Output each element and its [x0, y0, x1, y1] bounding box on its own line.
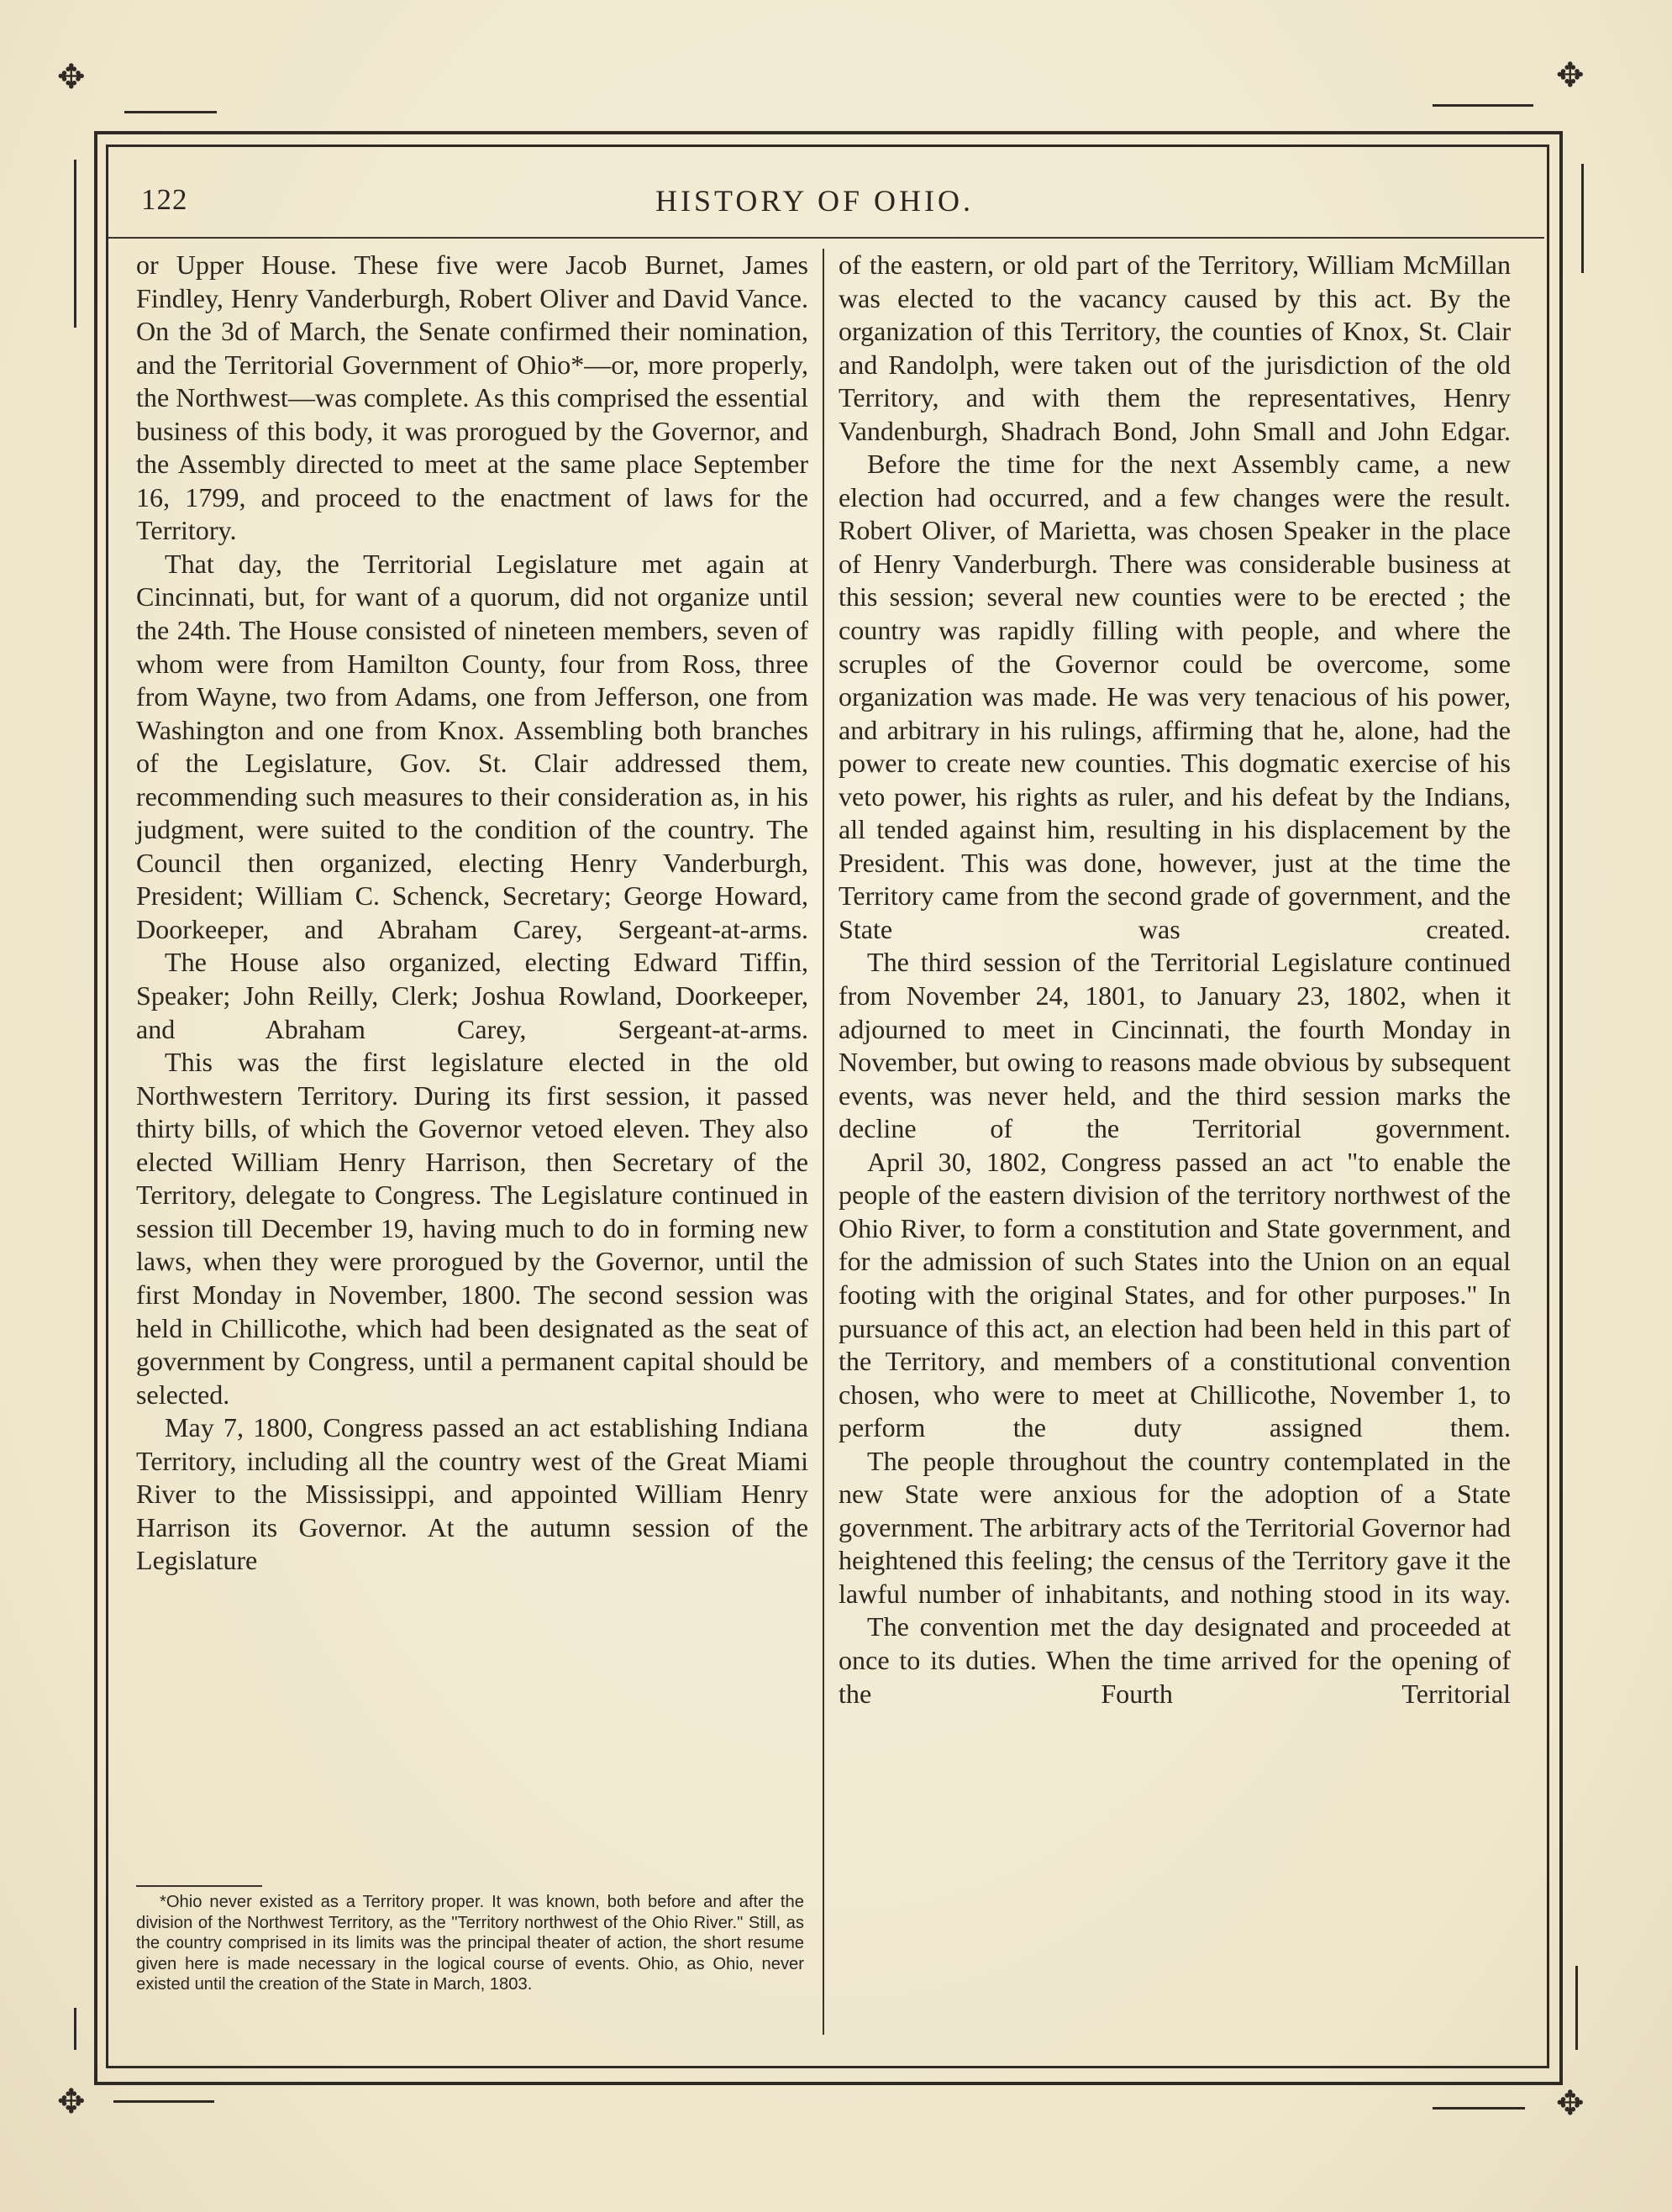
- top-ornament-rule-right: [1433, 104, 1533, 107]
- top-ornament-rule-left: [124, 111, 217, 113]
- left-lower-ornament-rule: [74, 2008, 76, 2050]
- right-column: [839, 249, 1511, 1710]
- running-title: HISTORY OF OHIO.: [655, 184, 975, 218]
- left-paragraph-4: This was the first legislature elected in the old Northwestern Territory. During its first session, it passed thirty bills, of which the Governor vetoed eleven. They also elected William Henry Harrison, then Secretary of the Territory, delegate to Congress. The Legislature continued in session till December 19, having much to do in forming new laws, when they were prorogued by the Governor, until the first Monday in November, 1800. The second session was held in Chillicothe, which had been designated as the seat of government by Congress, until a permanent capital should be selected.: [136, 1047, 808, 1410]
- footnote-text: *Ohio never existed as a Territory proper. It was known, both before and after the division of the Northwest Territory, as the "Territory northwest of the Ohio River." Still, as the country comprised in its limits was the principal theater of action, the short resume given here is made necessary in the logical course of events. Ohio, as Ohio, never existed until the creation of the State in March, 1803.: [136, 1893, 804, 1994]
- left-ornament-rule: [74, 160, 76, 328]
- right-paragraph-5: The people throughout the country contemplated in the new State were anxious for the adoption of a State government. The arbitrary acts of the Territorial Governor had heightened this feeling; the census of the Territory gave it the lawful number of inhabitants, and nothing stood in its way.: [839, 1445, 1511, 1609]
- footnote: [136, 1892, 804, 1995]
- left-paragraph-3: The House also organized, electing Edward Tiffin, Speaker; John Reilly, Clerk; Joshua Rowland, Doorkeeper, and Abraham Carey, Sergeant-at-arms.: [136, 947, 808, 1044]
- corner-ornament-top-right-icon: ✥: [1556, 56, 1585, 95]
- header-rule: [106, 237, 1544, 239]
- right-paragraph-6: The convention met the day designated and proceeded at once to its duties. When the time arrived for the opening of the Fourth Territorial: [839, 1611, 1511, 1709]
- column-divider: [823, 249, 824, 2035]
- left-paragraph-5: May 7, 1800, Congress passed an act establishing Indiana Territory, including all the country west of the Great Miami River to the Mississippi, and appointed William Henry Harrison its Governor. At the autumn session of the Legislature: [136, 1412, 808, 1576]
- left-paragraph-2: That day, the Territorial Legislature met again at Cincinnati, but, for want of a quorum, did not organize until the 24th. The House consisted of nineteen members, seven of whom were from Hamilton County, four from Ross, three from Wayne, two from Adams, one from Jefferson, one from Washington and one from Knox. Assembling both branches of the Legislature, Gov. St. Clair addressed them, recommending such measures to their consideration as, in his judgment, were suited to the condition of the country. The Council then organized, electing Henry Vanderburgh, President; William C. Schenck, Secretary; George Howard, Doorkeeper, and Abraham Carey, Sergeant-at-arms.: [136, 548, 808, 944]
- bottom-ornament-rule-left: [113, 2100, 214, 2103]
- right-paragraph-4: April 30, 1802, Congress passed an act "to enable the people of the eastern division of the territory northwest of the Ohio River, to form a constitution and State government, and for the admission of such States into the Union on an equal footing with the original States, and for other purposes." In pursuance of this act, an election had been held in this part of the Territory, and members of a constitutional convention chosen, who were to meet at Chillicothe, November 1, to perform the duty assigned them.: [839, 1146, 1511, 1443]
- left-paragraph-1: or Upper House. These five were Jacob Burnet, James Findley, Henry Vanderburgh, Robert Oliver and David Vance. On the 3d of March, the Senate confirmed their nomination, and the Territorial Government of Ohio*—or, more properly, the Northwest—was complete. As this comprised the essential business of this body, it was prorogued by the Governor, and the Assembly directed to meet at the same place September 16, 1799, and proceed to the enactment of laws for the Territory.: [136, 250, 809, 546]
- corner-ornament-bottom-right-icon: ✥: [1556, 2084, 1585, 2123]
- right-paragraph-3: The third session of the Territorial Legislature continued from November 24, 1801, to January 23, 1802, when it adjourned to meet in Cincinnati, the fourth Monday in November, but owing to reasons made obvious by subsequent events, was never held, and the third session marks the decline of the Territorial government.: [839, 947, 1511, 1144]
- right-paragraph-2: Before the time for the next Assembly came, a new election had occurred, and a few changes were the result. Robert Oliver, of Marietta, was chosen Speaker in the place of Henry Vanderburgh. There was considerable business at this session; several new counties were to be erected ; the country was rapidly filling with people, and where the scruples of the Governor could be overcome, some organization was made. He was very tenacious of his power, and arbitrary in his rulings, affirming that he, alone, had the power to create new counties. This dogmatic exercise of his veto power, his rights as ruler, and his defeat by the Indians, all tended against him, resulting in his displacement by the President. This was done, however, just at the time the Territory came from the second grade of government, and the State was created.: [839, 449, 1511, 944]
- corner-ornament-top-left-icon: ✥: [57, 58, 86, 97]
- right-paragraph-1: of the eastern, or old part of the Territory, William McMillan was elected to the vacancy caused by this act. By the organization of this Territory, the counties of Knox, St. Clair and Randolph, were taken out of the jurisdiction of the old Territory, and with them the representatives, Henry Vandenburgh, Shadrach Bond, John Small and John Edgar.: [839, 250, 1511, 446]
- page-number: 122: [141, 183, 188, 216]
- right-ornament-rule: [1581, 164, 1584, 273]
- corner-ornament-bottom-left-icon: ✥: [57, 2083, 86, 2121]
- bottom-ornament-rule-right: [1433, 2107, 1525, 2110]
- footnote-rule: [136, 1885, 262, 1887]
- left-column: [136, 249, 808, 1578]
- right-lower-ornament-rule: [1575, 1966, 1578, 2050]
